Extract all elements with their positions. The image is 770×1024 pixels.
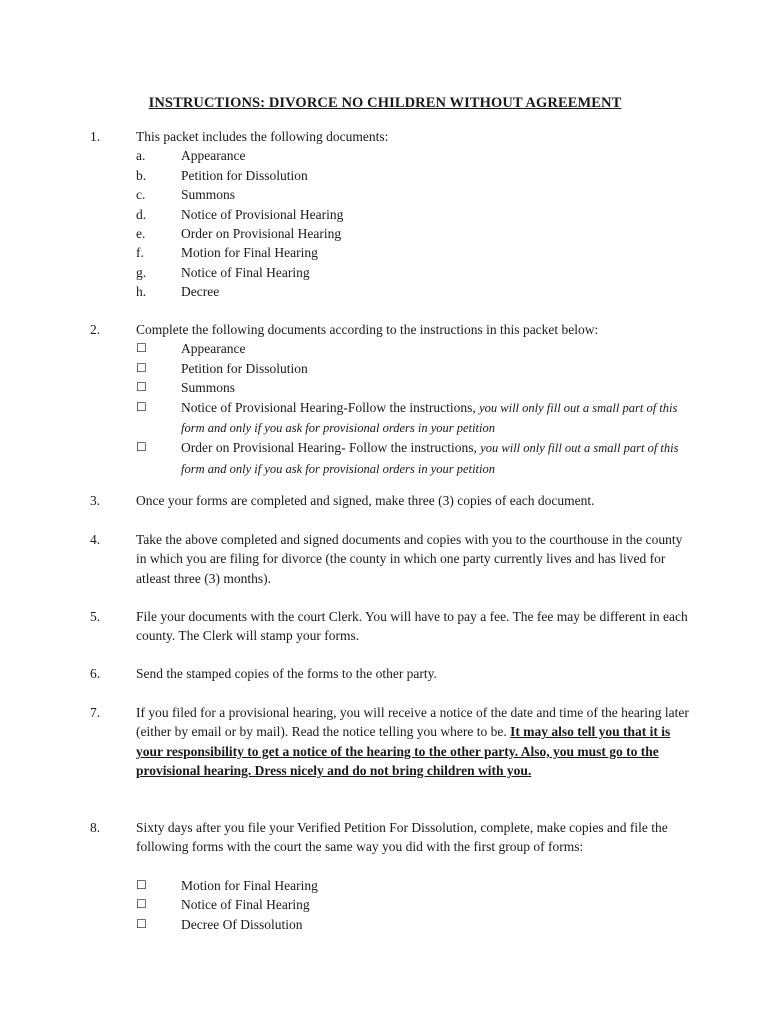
instruction-item-8 (90, 818, 690, 934)
list-item: b. Petition for Dissolution (136, 167, 308, 183)
checkbox-icon[interactable]: ☐ (136, 877, 147, 892)
instruction-item-7 (90, 703, 690, 781)
checkbox-icon[interactable]: ☐ (136, 440, 147, 455)
checklist-item: ☐ Order on Provisional Hearing- Follow the instructions, you will only fill out a small part of this form and only if you ask for provisional orders in your petition (136, 440, 679, 476)
item-number: 3. (90, 493, 101, 508)
checklist-item: ☐ Petition for Dissolution (90, 359, 690, 378)
item-text: Sixty days after you file your Verified Petition For Dissolution, complete, make copies and file the following forms with the court the same way you did with the first group of forms: (136, 820, 668, 855)
instruction-item-2 (90, 320, 690, 479)
checklist-item: ☐ Summons (90, 378, 690, 397)
item-number: 4. (90, 532, 101, 547)
checkbox-icon[interactable]: ☐ (136, 360, 147, 375)
list-item: f. Motion for Final Hearing (136, 245, 318, 261)
instruction-item-1 (90, 127, 690, 302)
checklist-item: ☐ Decree Of Dissolution (90, 915, 690, 934)
item-text: Complete the following documents according to the instructions in this packet below: (136, 322, 599, 337)
list-item: h. Decree (136, 284, 220, 300)
checklist-item: ☐ Notice of Provisional Hearing-Follow the instructions, you will only fill out a small part of this form and only if you ask for provisional orders in your petition (136, 399, 678, 435)
list-item: d. Notice of Provisional Hearing (136, 206, 344, 222)
list-item: e. Order on Provisional Hearing (136, 225, 342, 241)
checkbox-icon[interactable]: ☐ (136, 897, 147, 912)
item-number: 6. (90, 666, 101, 681)
item-number: 5. (90, 609, 101, 624)
page-title: INSTRUCTIONS: DIVORCE NO CHILDREN WITHOUT AGREEMENT (148, 95, 622, 111)
instruction-item-5 (90, 607, 690, 646)
item-text: File your documents with the court Clerk. You will have to pay a fee. The fee may be different in each county. The Clerk will stamp your forms. (136, 609, 688, 644)
important-notice: It may also tell you that it is your responsibility to get a notice of the hearing to the other party. Also, you must go to the provisional hearing. Dress nicely and do not bring children with you. (136, 724, 671, 779)
item-text: Once your forms are completed and signed, make three (3) copies of each document. (136, 493, 595, 508)
list-item: g. Notice of Final Hearing (136, 264, 310, 280)
checkbox-icon[interactable]: ☐ (136, 916, 147, 931)
checkbox-icon[interactable]: ☐ (136, 399, 147, 414)
item-number: 1. (90, 129, 101, 144)
item-text: If you filed for a provisional hearing, you will receive a notice of the date and time of the hearing later (either by email or by mail). Read the notice telling you where to be. It may also tell you that it is your responsibility to get a notice of the hearing to the other party. Also, you must go to the provisional hearing. Dress nicely and do not bring children with you. (136, 705, 689, 779)
list-item: a. Appearance (136, 148, 246, 164)
item-text: Send the stamped copies of the forms to the other party. (136, 666, 437, 681)
instruction-item-6 (90, 664, 690, 683)
item-number: 2. (90, 322, 101, 337)
checkbox-icon[interactable]: ☐ (136, 380, 147, 395)
checkbox-icon[interactable]: ☐ (136, 341, 147, 356)
list-item: c. Summons (136, 187, 236, 203)
item-number: 7. (90, 705, 101, 720)
instruction-item-3 (90, 491, 690, 510)
item-number: 8. (90, 820, 101, 835)
checklist-item: ☐ Motion for Final Hearing (90, 876, 690, 895)
item-text: Take the above completed and signed documents and copies with you to the courthouse in the county in which you are filing for divorce (the county in which one party currently lives and has lived for atleast three (3) months). (136, 532, 683, 586)
instruction-item-4 (90, 530, 690, 588)
checklist-item: ☐ Appearance (90, 339, 690, 358)
item-text: This packet includes the following documents: (136, 129, 389, 144)
checklist-item: ☐ Notice of Final Hearing (90, 895, 690, 914)
